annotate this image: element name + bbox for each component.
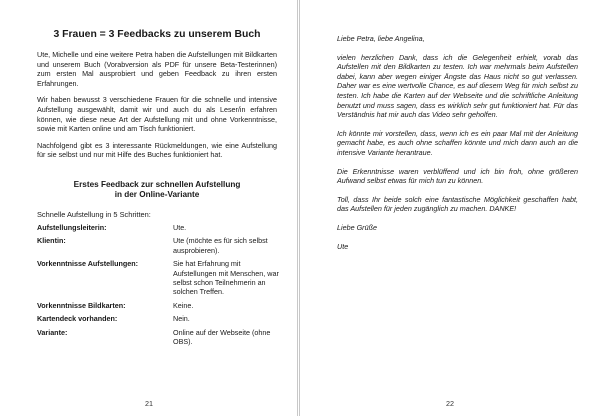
row-value: Ute (möchte es für sich selbst ausprobieren). (173, 236, 268, 255)
row-value: Nein. (173, 314, 190, 324)
steps-label: Schnelle Aufstellung in 5 Schritten: (37, 209, 151, 219)
row-key: Kartendeck vorhanden: (37, 314, 118, 324)
table-row (37, 328, 279, 351)
table-row (37, 314, 279, 327)
letter-paragraph: Ich könnte mir vorstellen, dass, wenn ich es ein paar Mal mit der Anleitung gemacht habe, es auch ohne schaffen könnte und mich dann auch an die intensive Variante herantraue. (337, 128, 578, 157)
letter-signature: Ute (337, 241, 349, 251)
right-page (299, 0, 600, 416)
letter-closing: Liebe Grüße (337, 222, 377, 232)
letter-salutation: Liebe Petra, liebe Angelina, (337, 34, 425, 43)
page-number: 22 (446, 399, 454, 408)
intro-paragraph: Nachfolgend gibt es 3 interessante Rückmeldungen, wie eine Aufstellung für sie selbst und nur mit Hilfe des Buches funktioniert hat. (37, 140, 277, 160)
section-title (37, 180, 277, 200)
info-table (37, 223, 279, 350)
letter-paragraph: Toll, dass Ihr beide solch eine fantastische Möglichkeit geschaffen habt, das Aufstellen für jeden zugänglich zu machen. DANKE! (337, 194, 578, 214)
row-value: Online auf der Webseite (ohne OBS). (173, 327, 271, 346)
table-row (37, 259, 279, 301)
table-row (37, 223, 279, 236)
row-key: Vorkenntnisse Bildkarten: (37, 300, 126, 310)
intro-paragraph: Ute, Michelle und eine weitere Petra haben die Aufstellungen mit Bildkarten und unserem Buch (Vorabversion als PDF für unsere Beta-Testerinnen) zum ersten Mal ausprobiert und geben Feedback zu ihren ersten Erfahrungen. (37, 50, 277, 88)
left-page (0, 0, 298, 416)
page-number: 21 (145, 399, 153, 408)
row-value: Keine. (173, 300, 194, 310)
letter-paragraph: vielen herzlichen Dank, dass ich die Gelegenheit erhielt, vorab das Aufstellen mit den Bildkarten zu testen. Ich war mehrmals beim Aufstellen dabei, kann aber wegen einiger Ängste das Haus nicht so gut verlassen. Daher war es eine wertvolle Chance, es auf diesem Weg für mich selbst zu testen. Ich habe die Karten auf der Webseite und die schriftliche Anleitung benutzt und muss sagen, dass es wirklich sehr gut funktioniert hat. Für das Verständnis hat mir auch das Video sehr geholfen. (337, 52, 578, 120)
table-row (37, 236, 279, 259)
row-key: Aufstellungsleiterin: (37, 222, 107, 232)
row-key: Klientin: (37, 236, 66, 246)
intro-paragraph: Wir haben bewusst 3 verschiedene Frauen für die schnelle und intensive Aufstellung ausgewählt, damit wir und auch du als Leser/in erfahren können, wie diese neue Art der Aufstellung mit und ohne Vorkenntnisse, sowie mit Karten online und am Tisch funktioniert. (37, 95, 277, 134)
row-value: Ute. (173, 222, 187, 232)
row-key: Variante: (37, 327, 68, 337)
letter-paragraph: Die Erkenntnisse waren verblüffend und ich bin froh, ohne größeren Aufwand selbst etwas für mich tun zu können. (337, 166, 578, 186)
row-value: Sie hat Erfahrung mit Aufstellungen mit Menschen, war selbst schon Teilnehmerin an solchen Treffen. (173, 259, 279, 297)
section-title-line: Erstes Feedback zur schnellen Aufstellung (73, 179, 241, 189)
row-key: Vorkenntnisse Aufstellungen: (37, 259, 139, 269)
page-title: 3 Frauen = 3 Feedbacks zu unserem Buch (53, 29, 261, 40)
table-row (37, 301, 279, 314)
section-title-line: in der Online-Variante (114, 189, 200, 199)
